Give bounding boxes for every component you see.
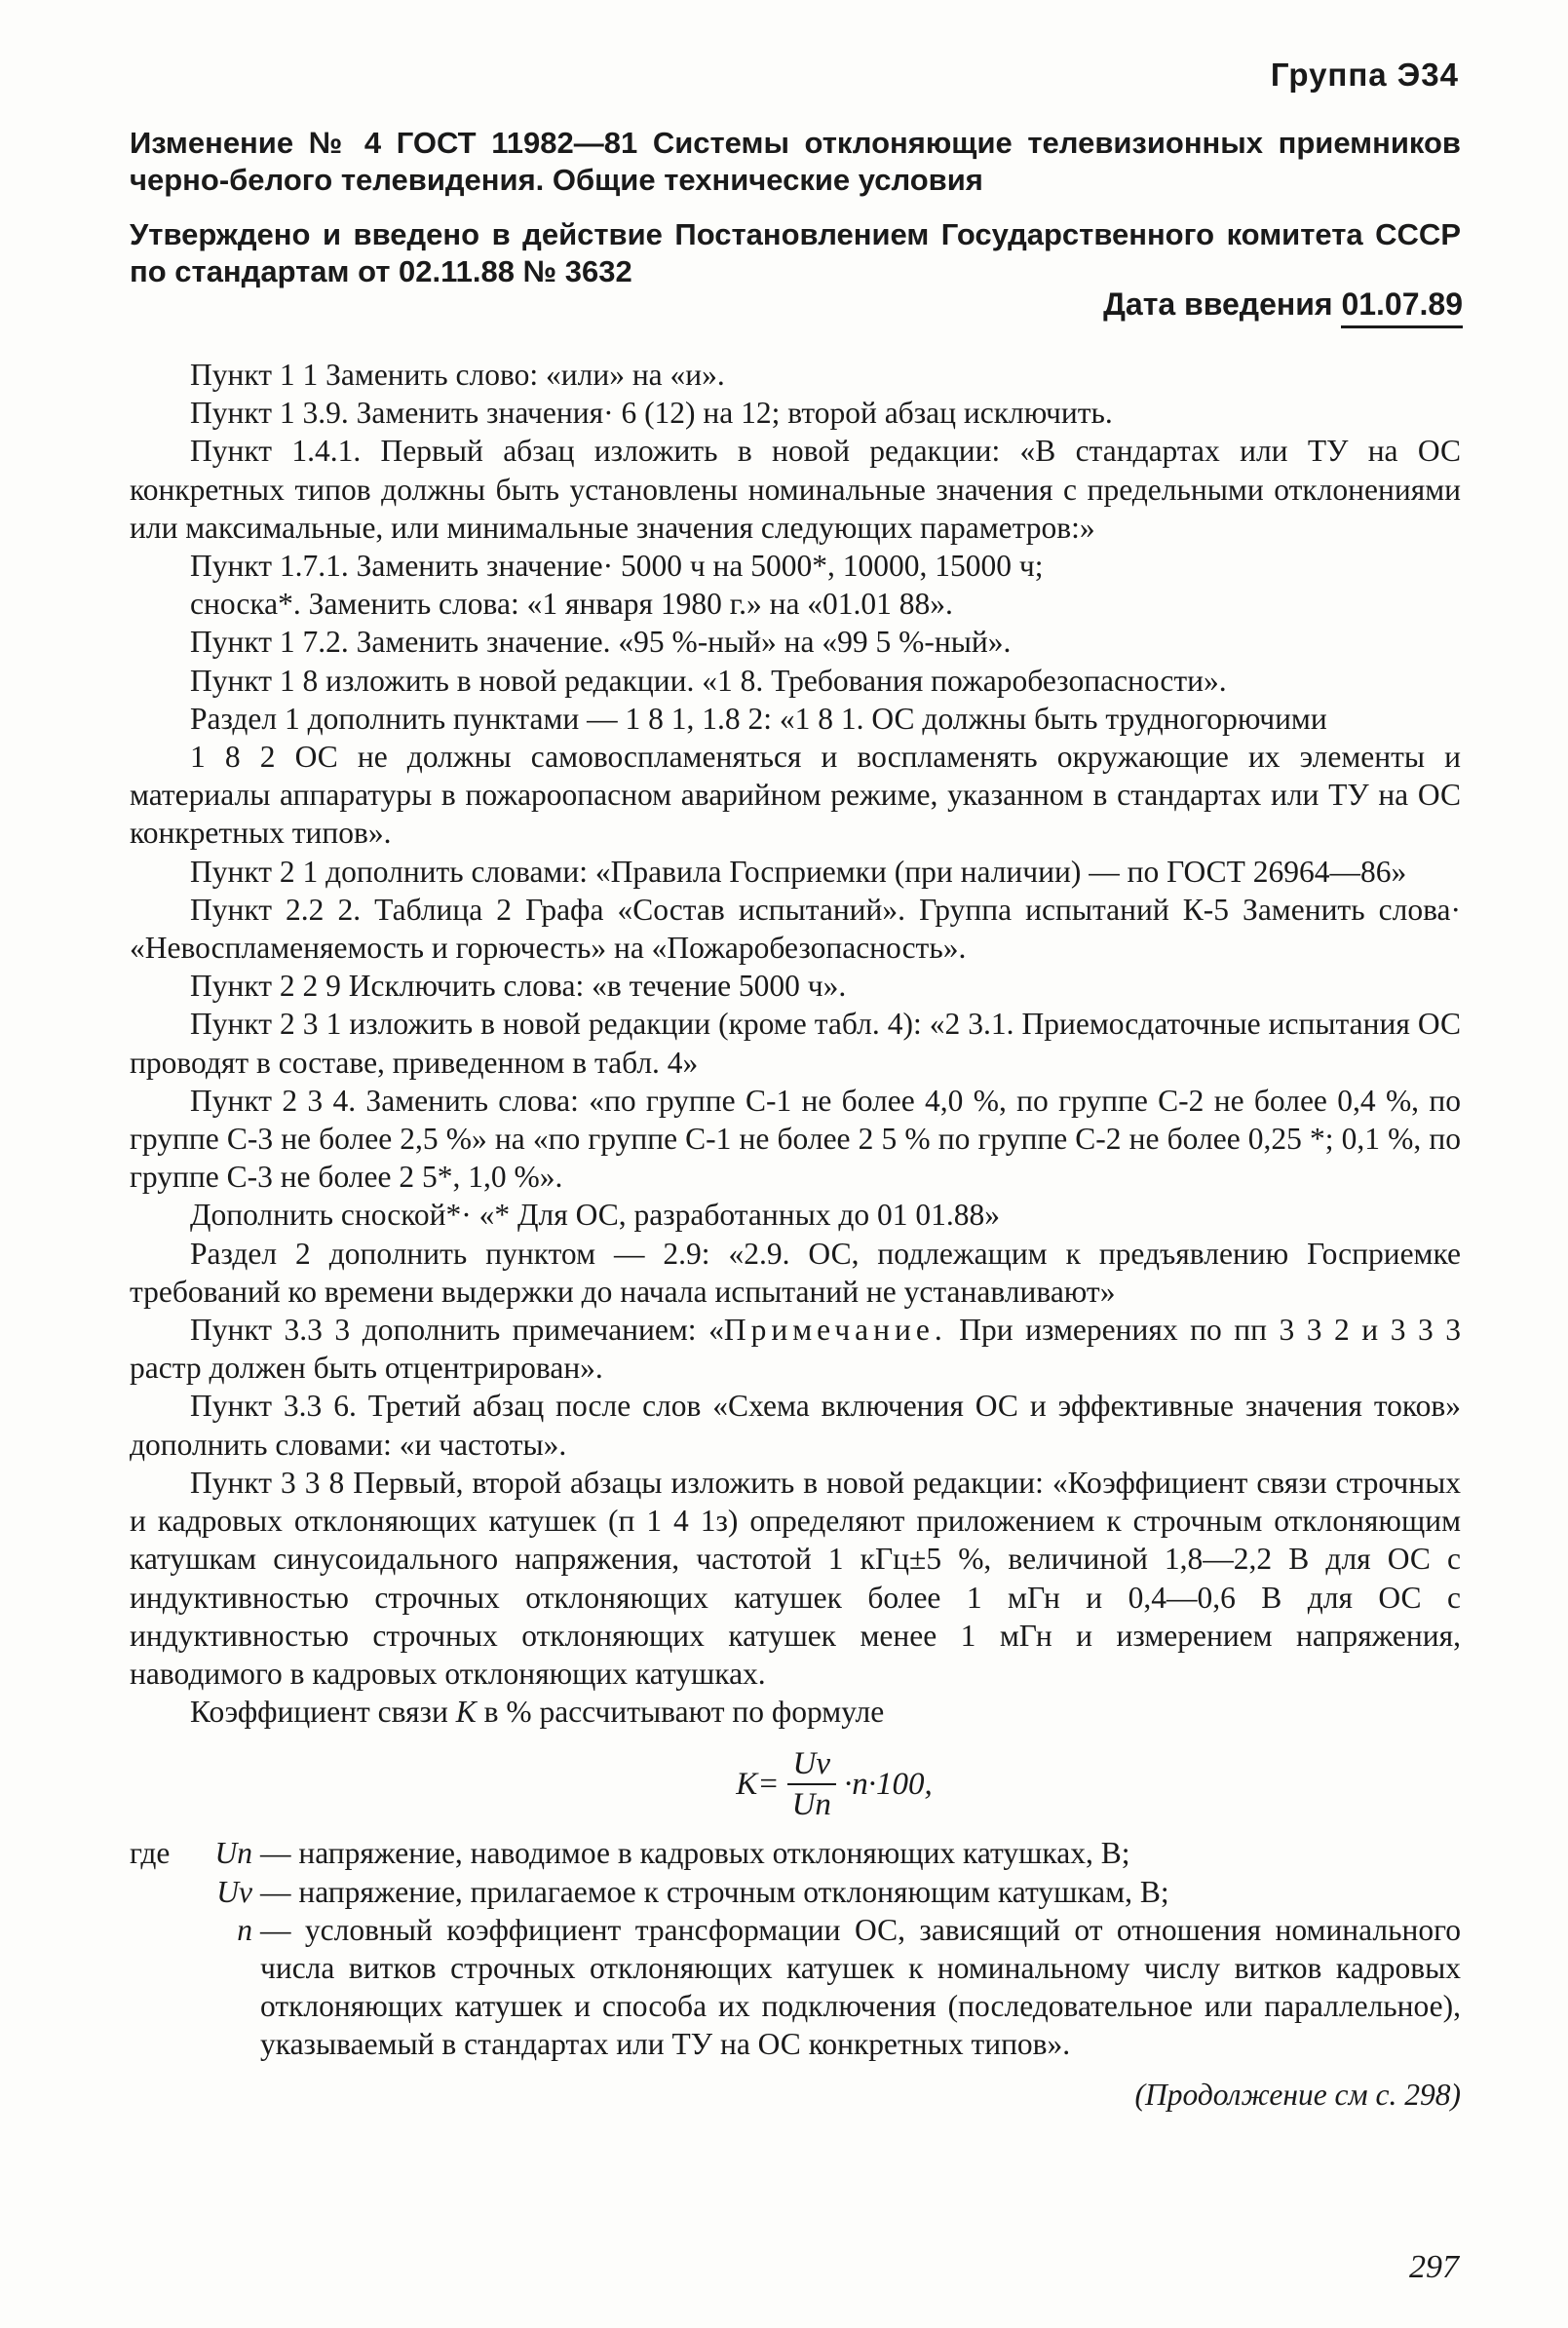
continuation-note: (Продолжение см с. 298) <box>1134 2077 1461 2112</box>
formula <box>208 1744 1461 1824</box>
date-value: 01.07.89 <box>1341 286 1463 328</box>
legend-text: — напряжение, наводимое в кадровых отклоняющих катушках, В; <box>260 1836 1130 1871</box>
page-number: 297 <box>1409 2249 1459 2285</box>
paragraph: Пункт 1.7.1. Заменить значение· 5000 ч на 5000*, 10000, 15000 ч; <box>190 549 1044 584</box>
formula-legend <box>130 1834 1461 2063</box>
paragraph: Пункт 3 3 8 Первый, второй абзацы изложить в новой редакции: «Коэффициент связи строчных и кадровых отклоняющих катушек (п 1 4 1з) определяют приложением к строчным отклоняющим катушкам синусоидального напряжения, частотой 1 кГц±5 %, величиной 1,8—2,2 В для ОС с индуктивностью строчных отклоняющих катушек более 1 мГн и 0,4—0,6 В для ОС с индуктивностью строчных отклоняющих катушек менее 1 мГн и измерением напряжения, наводимого в кадровых отклоняющих катушках. <box>130 1465 1461 1691</box>
paragraph: сноска*. Заменить слова: «1 января 1980 г.» на «01.01 88». <box>190 587 953 622</box>
intro-text-2: в % рассчитывают по формуле <box>483 1695 885 1730</box>
note-intro: Пункт 3.3 3 дополнить примечанием: « <box>190 1313 724 1348</box>
legend-symbol: n <box>237 1912 252 1947</box>
legend-text: — условный коэффициент трансформации ОС, зависящий от отношения номинального числа витков строчных отклоняющих катушек к номинальному числу витков кадровых отклоняющих катушек и способа их подключения (последовательное или параллельное), указываемый в стандартах или ТУ на ОС конкретных типов». <box>260 1912 1461 2062</box>
paragraph: Пункт 1 8 изложить в новой редакции. «1 8. Требования пожаробезопасности». <box>190 663 1227 698</box>
paragraph: Пункт 2 1 дополнить словами: «Правила Госприемки (при наличии) — по ГОСТ 26964—86» <box>190 854 1407 889</box>
paragraph: Раздел 2 дополнить пунктом — 2.9: «2.9. ОС, подлежащим к предъявлению Госприемке требований ко времени выдержки до начала испытаний не устанавливают» <box>130 1236 1461 1309</box>
formula-rhs: ·n·100, <box>844 1766 933 1802</box>
formula-fraction <box>787 1744 836 1824</box>
paragraph: Раздел 1 дополнить пунктами — 1 8 1, 1.8 2: «1 8 1. ОС должны быть трудногорючими <box>190 701 1327 736</box>
formula-lhs: K= <box>736 1766 780 1802</box>
paragraph: Пункт 2 2 9 Исключить слова: «в течение 5000 ч». <box>190 969 847 1004</box>
paragraph: Дополнить сноской*· «* Для ОС, разработанных до 01 01.88» <box>190 1198 1001 1233</box>
paragraph: Пункт 2 3 4. Заменить слова: «по группе С-1 не более 4,0 %, по группе С-2 не более 0,4 %, по группе С-3 не более 2,5 %» на «по группе С-1 не более 2 5 % по группе С-2 не более 0,25 *; 0,1 %, по группе С-3 не более 2 5*, 1,0 %». <box>130 1083 1461 1195</box>
legend-symbol: Uv <box>216 1874 252 1909</box>
formula-numerator: Uv <box>787 1744 836 1785</box>
date-label: Дата введения <box>1103 286 1333 322</box>
paragraph: Пункт 3.3 6. Третий абзац после слов «Схема включения ОС и эффективные значения токов» дополнить словами: «и частоты». <box>130 1389 1461 1462</box>
paragraph: Пункт 1.4.1. Первый абзац изложить в новой редакции: «В стандартах или ТУ на ОС конкретных типов должны быть установлены номинальные значения с предельными отклонениями или максимальные, или минимальные значения следующих параметров:» <box>130 434 1461 545</box>
paragraph: Пункт 2 3 1 изложить в новой редакции (кроме табл. 4): «2 3.1. Приемосдаточные испытания ОС проводят в составе, приведенном в табл. 4» <box>130 1007 1461 1080</box>
formula-denominator: Un <box>791 1787 831 1823</box>
note-label: Примечание. <box>723 1313 947 1348</box>
effective-date <box>1103 286 1463 323</box>
intro-text: Коэффициент связи <box>190 1695 448 1730</box>
paragraph: Пункт 1 1 Заменить слово: «или» на «и». <box>190 358 725 392</box>
group-code: Группа Э34 <box>1270 57 1459 93</box>
paragraph: Пункт 1 7.2. Заменить значение. «95 %-ный» на «99 5 %-ный». <box>190 625 1012 660</box>
document-body <box>130 356 1461 2114</box>
paragraph-formula-intro <box>130 1693 1461 1731</box>
paragraph: Пункт 2.2 2. Таблица 2 Графа «Состав испытаний». Группа испытаний К-5 Заменить слова· «Невоспламеняемость и горючесть» на «Пожаробезопасность». <box>130 892 1461 966</box>
paragraph-note <box>130 1311 1461 1387</box>
document-title: Изменение № 4 ГОСТ 11982—81 Системы отклоняющие телевизионных приемников черно-белого телевидения. Общие технические условия <box>130 126 1461 197</box>
note-text: При измерениях по пп 3 3 2 и 3 3 3 растр должен быть отцентрирован». <box>130 1313 1461 1386</box>
legend-text: — напряжение, прилагаемое к строчным отклоняющим катушкам, В; <box>260 1874 1169 1909</box>
where-label: где <box>130 1836 171 1871</box>
paragraph: 1 8 2 ОС не должны самовоспламеняться и воспламенять окружающие их элементы и материалы аппаратуры в пожароопасном аварийном режиме, указанном в стандартах или ТУ на ОС конкретных типов». <box>130 740 1461 851</box>
approval-statement: Утверждено и введено в действие Постановлением Государственного комитета СССР по стандартам от 02.11.88 № 3632 <box>130 217 1461 288</box>
k-symbol: K <box>455 1695 477 1730</box>
legend-symbol: Un <box>214 1836 252 1871</box>
paragraph: Пункт 1 3.9. Заменить значения· 6 (12) на 12; второй абзац исключить. <box>190 396 1113 431</box>
